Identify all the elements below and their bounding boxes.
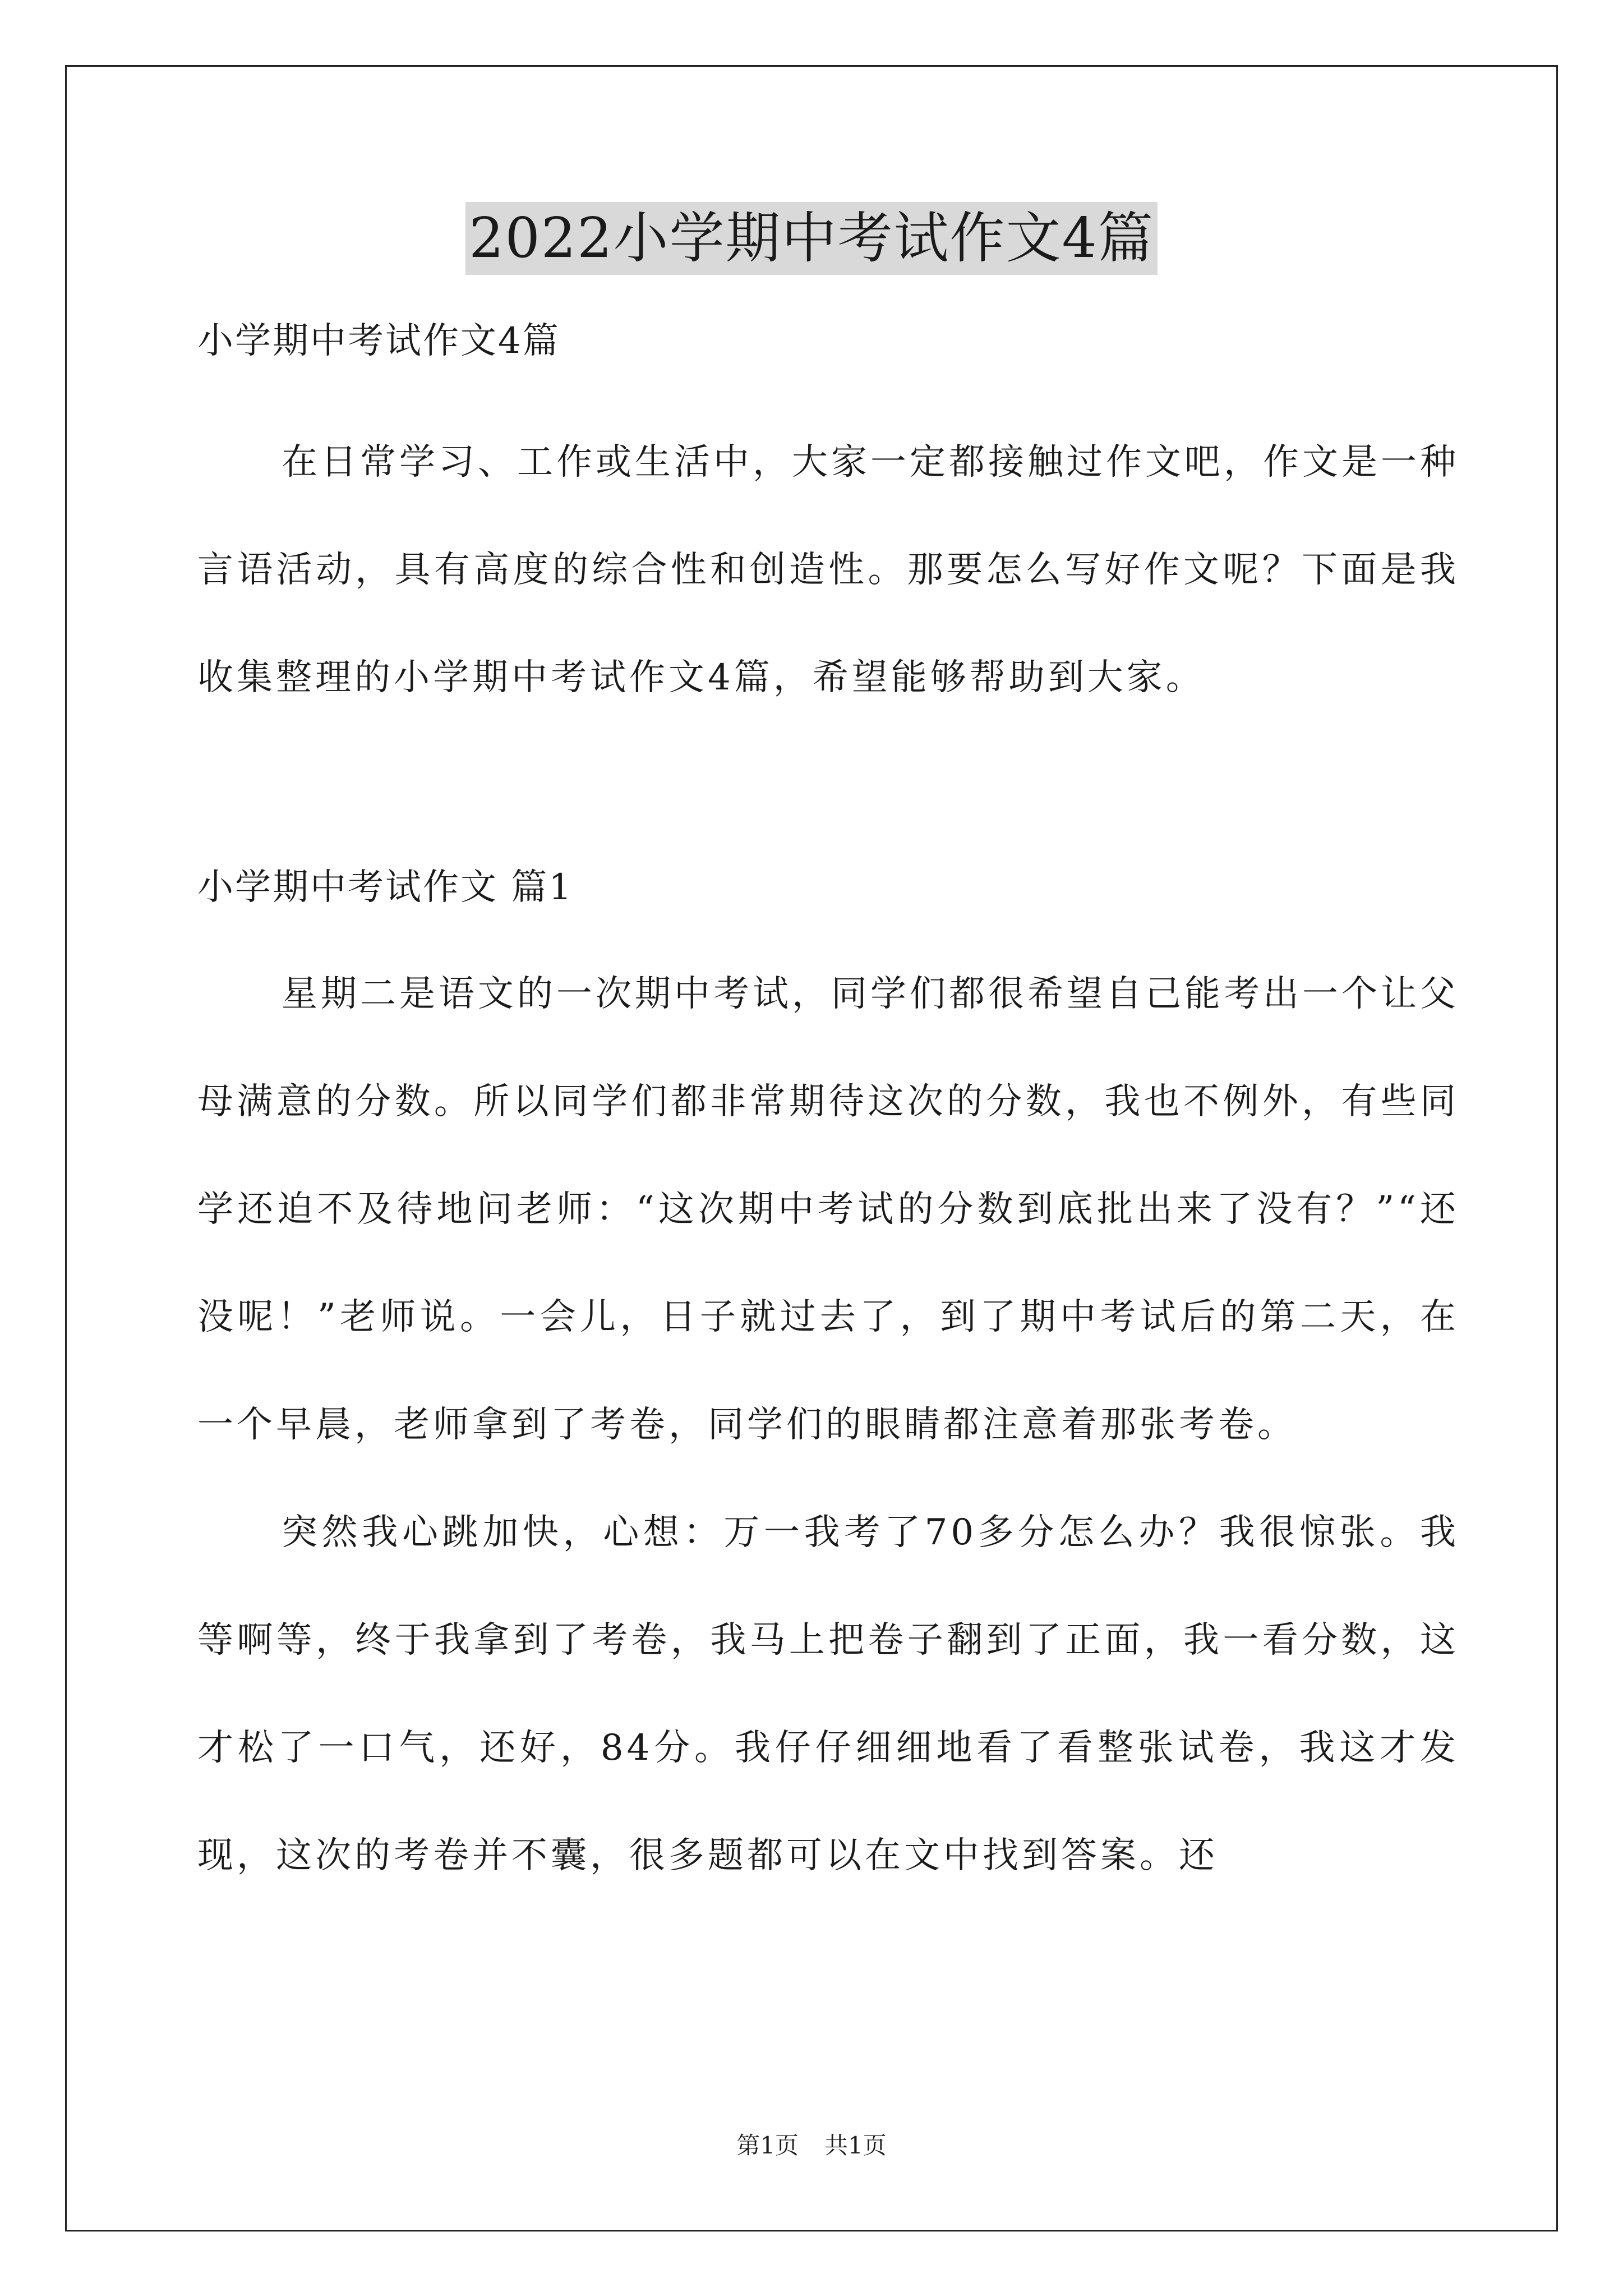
intro-paragraph: 在日常学习、工作或生活中，大家一定都接触过作文吧，作文是一种言语活动，具有高度的综合性和创造性。那要怎么写好作文呢？下面是我收集整理的小学期中考试作文4篇，希望能够帮助到大家。 [197, 441, 1459, 698]
intro-heading: 小学期中考试作文4篇 [197, 320, 560, 362]
document-body [197, 314, 1459, 1910]
document-title [0, 202, 1623, 275]
section-1-paragraph-1: 星期二是语文的一次期中考试，同学们都很希望自己能考出一个让父母满意的分数。所以同学们都非常期待这次的分数，我也不例外，有些同学还迫不及待地问老师：“这次期中考试的分数到底批出来了没有？”“还没呢！”老师说。一会儿，日子就过去了，到了期中考试后的第二天，在一个早晨，老师拿到了考卷，同学们的眼睛都注意着那张考卷。 [197, 973, 1459, 1446]
page-total: 共1页 [824, 2132, 887, 2159]
section-1-heading: 小学期中考试作文 篇1 [197, 867, 574, 908]
section-1-paragraph-2: 突然我心跳加快，心想：万一我考了70多分怎么办？我很惊张。我等啊等，终于我拿到了考卷，我马上把卷子翻到了正面，我一看分数，这才松了一口气，还好，84分。我仔仔细细地看了看整张试卷，我这才发现，这次的考卷并不囊，很多题都可以在文中找到答案。还 [197, 1512, 1459, 1876]
page-footer [0, 2132, 1623, 2160]
document-title-text: 2022小学期中考试作文4篇 [465, 202, 1158, 275]
page-number: 第1页 [736, 2132, 799, 2159]
